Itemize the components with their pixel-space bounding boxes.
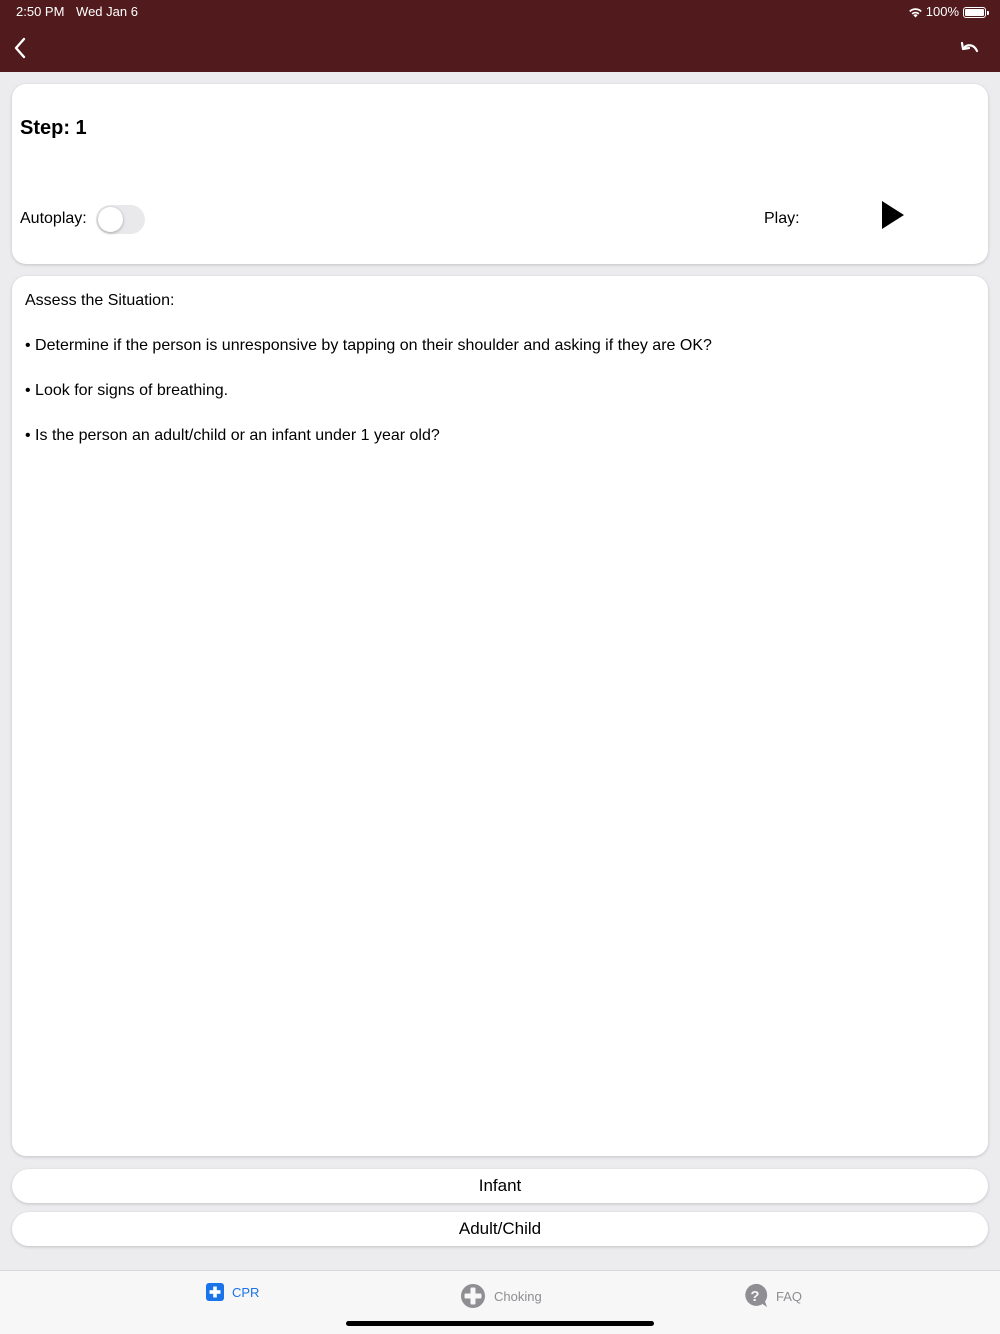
medical-cross-icon <box>206 1283 224 1301</box>
chevron-left-icon <box>13 37 27 59</box>
toggle-knob <box>98 207 123 232</box>
instructions-card <box>12 276 988 1156</box>
undo-icon <box>960 40 980 56</box>
play-icon[interactable] <box>880 200 906 230</box>
status-indicators <box>908 4 986 20</box>
svg-text:?: ? <box>750 1288 760 1305</box>
autoplay-label: Autoplay: <box>20 210 87 227</box>
tab-label: FAQ <box>776 1288 803 1304</box>
battery-percent: 100% <box>925 4 959 19</box>
back-button[interactable] <box>8 34 32 62</box>
instruction-item: • Is the person an adult/child or an infant under 1 year old? <box>25 427 440 444</box>
plus-circle-icon <box>460 1283 486 1309</box>
autoplay-toggle[interactable] <box>96 205 145 234</box>
status-time <box>16 4 146 20</box>
status-clock: 2:50 PM <box>16 4 65 19</box>
top-header <box>0 0 1000 72</box>
tab-faq[interactable] <box>742 1283 802 1309</box>
infant-button[interactable]: Infant <box>12 1169 988 1203</box>
play-label: Play: <box>764 210 800 227</box>
tab-choking[interactable] <box>460 1283 542 1309</box>
instruction-item: • Look for signs of breathing. <box>25 382 229 399</box>
instructions-heading: Assess the Situation: <box>25 292 175 309</box>
wifi-icon <box>908 6 923 18</box>
step-title: Step: 1 <box>20 117 87 139</box>
question-bubble-icon <box>742 1283 768 1309</box>
instructions-text <box>25 292 712 472</box>
tab-cpr[interactable] <box>206 1283 259 1301</box>
battery-icon <box>963 7 986 18</box>
step-controls-card <box>12 84 988 264</box>
status-date: Wed Jan 6 <box>76 4 138 19</box>
instruction-item: • Determine if the person is unresponsive by tapping on their shoulder and asking if they are OK? <box>25 337 712 354</box>
tab-label: Choking <box>494 1288 542 1304</box>
home-indicator <box>346 1321 654 1326</box>
adult-child-button[interactable]: Adult/Child <box>12 1212 988 1246</box>
tab-label: CPR <box>232 1284 260 1300</box>
undo-button[interactable] <box>958 36 982 60</box>
